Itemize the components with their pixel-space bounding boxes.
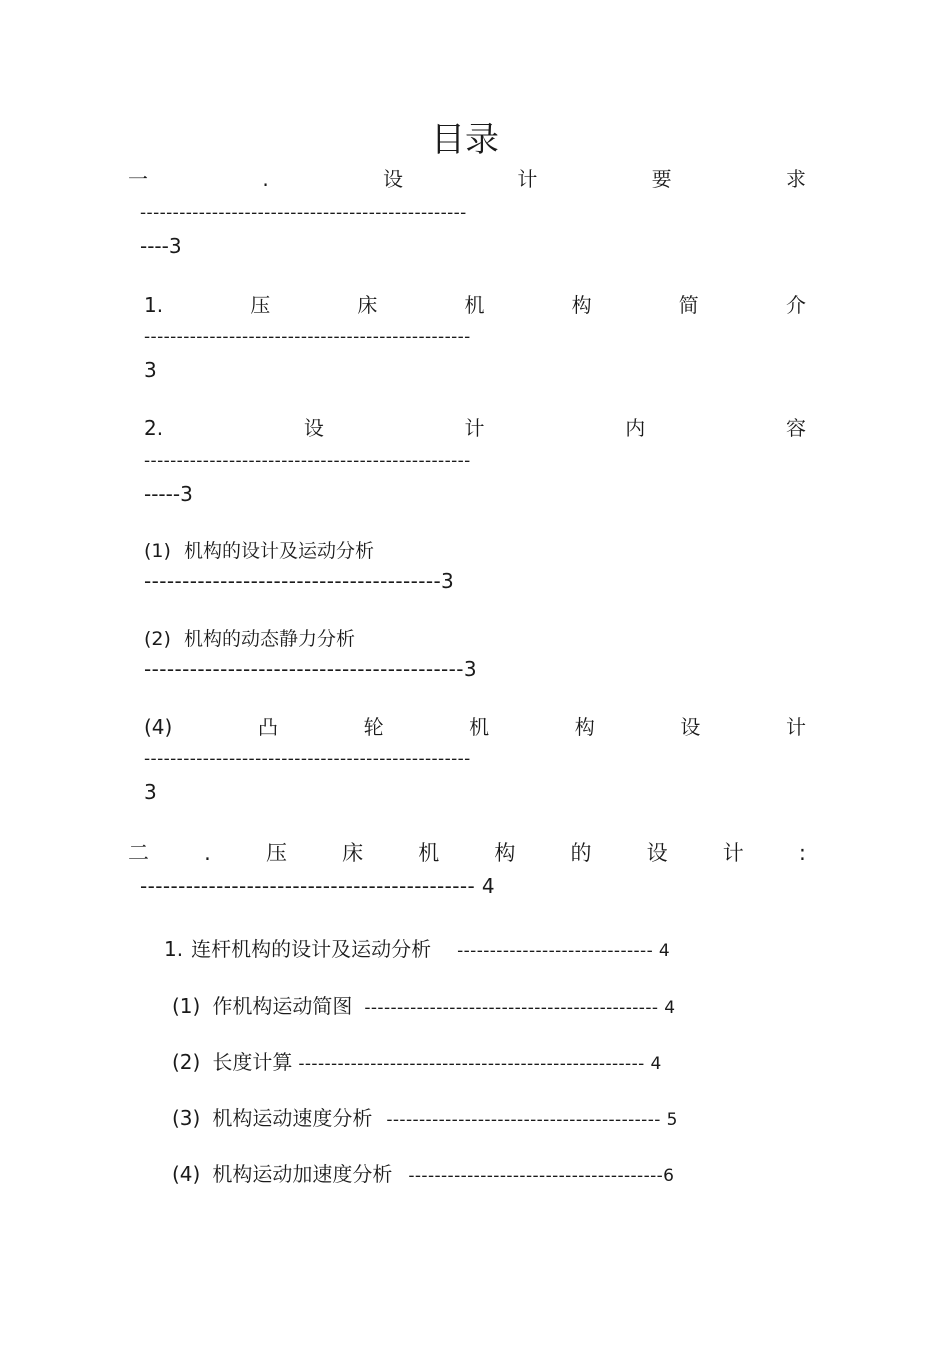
toc-leader: ---------------------------------------6 bbox=[408, 1166, 675, 1186]
toc-text: 长度计算 bbox=[212, 1050, 293, 1074]
toc-label: (2) bbox=[144, 628, 171, 650]
toc-text: 连杆机构的设计及运动分析 bbox=[191, 937, 432, 961]
toc-char: 内 bbox=[625, 416, 646, 440]
page-title: 目录 bbox=[431, 120, 499, 160]
toc-page-number: 3 bbox=[144, 780, 157, 804]
toc-leader: -------------------------------------------------- bbox=[140, 203, 467, 223]
toc-char: 床 bbox=[357, 293, 378, 317]
toc-char: 凸 bbox=[257, 715, 278, 739]
toc-char: . bbox=[262, 167, 269, 191]
toc-char: 介 bbox=[785, 293, 806, 317]
toc-char: 一 bbox=[128, 167, 148, 191]
toc-leader: ------------------------------ 4 bbox=[457, 941, 671, 961]
toc-page-number: ----3 bbox=[140, 234, 182, 258]
toc-leader: ------------------------------------------ 5 bbox=[386, 1110, 678, 1130]
toc-char: (4) bbox=[144, 715, 173, 739]
toc-char: 机 bbox=[418, 841, 440, 865]
toc-char: 1. bbox=[144, 293, 164, 317]
toc-leader: ------------------------------------------3 bbox=[144, 658, 478, 680]
toc-char: 构 bbox=[571, 293, 592, 317]
toc-leader: ---------------------------------------3 bbox=[144, 570, 455, 592]
toc-char: 2. bbox=[144, 416, 164, 440]
toc-char: 计 bbox=[786, 715, 806, 739]
toc-entry-design-requirements[interactable] bbox=[128, 166, 806, 192]
toc-label: 1. bbox=[164, 937, 184, 961]
toc-char: 计 bbox=[464, 416, 485, 440]
toc-char: 要 bbox=[651, 167, 672, 191]
toc-page-number: -----3 bbox=[144, 482, 193, 506]
toc-page-number: 3 bbox=[144, 358, 157, 382]
toc-entry-press-intro[interactable] bbox=[144, 292, 806, 318]
toc-entry-velocity-analysis[interactable] bbox=[172, 1105, 684, 1133]
toc-char: 构 bbox=[574, 715, 595, 739]
toc-entry-cam-design[interactable] bbox=[144, 714, 806, 740]
toc-entry-acceleration-analysis[interactable] bbox=[172, 1161, 680, 1189]
toc-char: 构 bbox=[494, 841, 516, 865]
toc-char: . bbox=[204, 841, 211, 865]
toc-char: : bbox=[798, 841, 806, 865]
toc-leader: -------------------------------------------------- bbox=[144, 749, 471, 769]
toc-entry-linkage-design[interactable] bbox=[164, 936, 676, 964]
toc-char: 简 bbox=[678, 293, 699, 317]
toc-label: (2) bbox=[172, 1050, 201, 1074]
toc-label: (3) bbox=[172, 1106, 201, 1130]
toc-text: 机构的动态静力分析 bbox=[184, 628, 356, 650]
toc-leader: ----------------------------------------------------- 4 bbox=[298, 1054, 662, 1074]
toc-text: 作机构运动简图 bbox=[212, 994, 353, 1018]
toc-char: 压 bbox=[265, 841, 287, 865]
toc-leader: -------------------------------------------------- bbox=[144, 327, 471, 347]
toc-leader: --------------------------------------------- 4 bbox=[364, 998, 676, 1018]
toc-leader: -------------------------------------------------- bbox=[144, 451, 471, 471]
toc-text: 机构的设计及运动分析 bbox=[184, 540, 375, 562]
toc-text: 机构运动速度分析 bbox=[212, 1106, 373, 1130]
toc-char: 计 bbox=[722, 841, 744, 865]
toc-char: 床 bbox=[342, 841, 364, 865]
toc-char: 轮 bbox=[363, 715, 384, 739]
toc-char: 的 bbox=[570, 841, 592, 865]
toc-entry-mechanism-design[interactable] bbox=[144, 538, 374, 564]
toc-char: 计 bbox=[517, 167, 538, 191]
toc-char: 机 bbox=[464, 293, 485, 317]
toc-entry-length-calc[interactable] bbox=[172, 1049, 668, 1077]
toc-char: 设 bbox=[303, 416, 324, 440]
toc-text: 机构运动加速度分析 bbox=[212, 1162, 393, 1186]
toc-char: 求 bbox=[786, 167, 806, 191]
toc-char: 设 bbox=[383, 167, 404, 191]
toc-label: (4) bbox=[172, 1162, 201, 1186]
toc-leader: -------------------------------------------- 4 bbox=[140, 875, 496, 897]
toc-entry-motion-diagram[interactable] bbox=[172, 993, 681, 1021]
toc-char: 机 bbox=[469, 715, 490, 739]
toc-char: 设 bbox=[646, 841, 668, 865]
toc-char: 设 bbox=[680, 715, 701, 739]
toc-char: 容 bbox=[785, 416, 806, 440]
toc-label: (1) bbox=[144, 540, 171, 562]
toc-char: 压 bbox=[250, 293, 271, 317]
toc-entry-static-analysis[interactable] bbox=[144, 626, 355, 652]
toc-entry-press-design[interactable] bbox=[128, 840, 806, 866]
toc-entry-design-content[interactable] bbox=[144, 415, 806, 441]
toc-label: (1) bbox=[172, 994, 201, 1018]
toc-char: 二 bbox=[128, 841, 149, 865]
